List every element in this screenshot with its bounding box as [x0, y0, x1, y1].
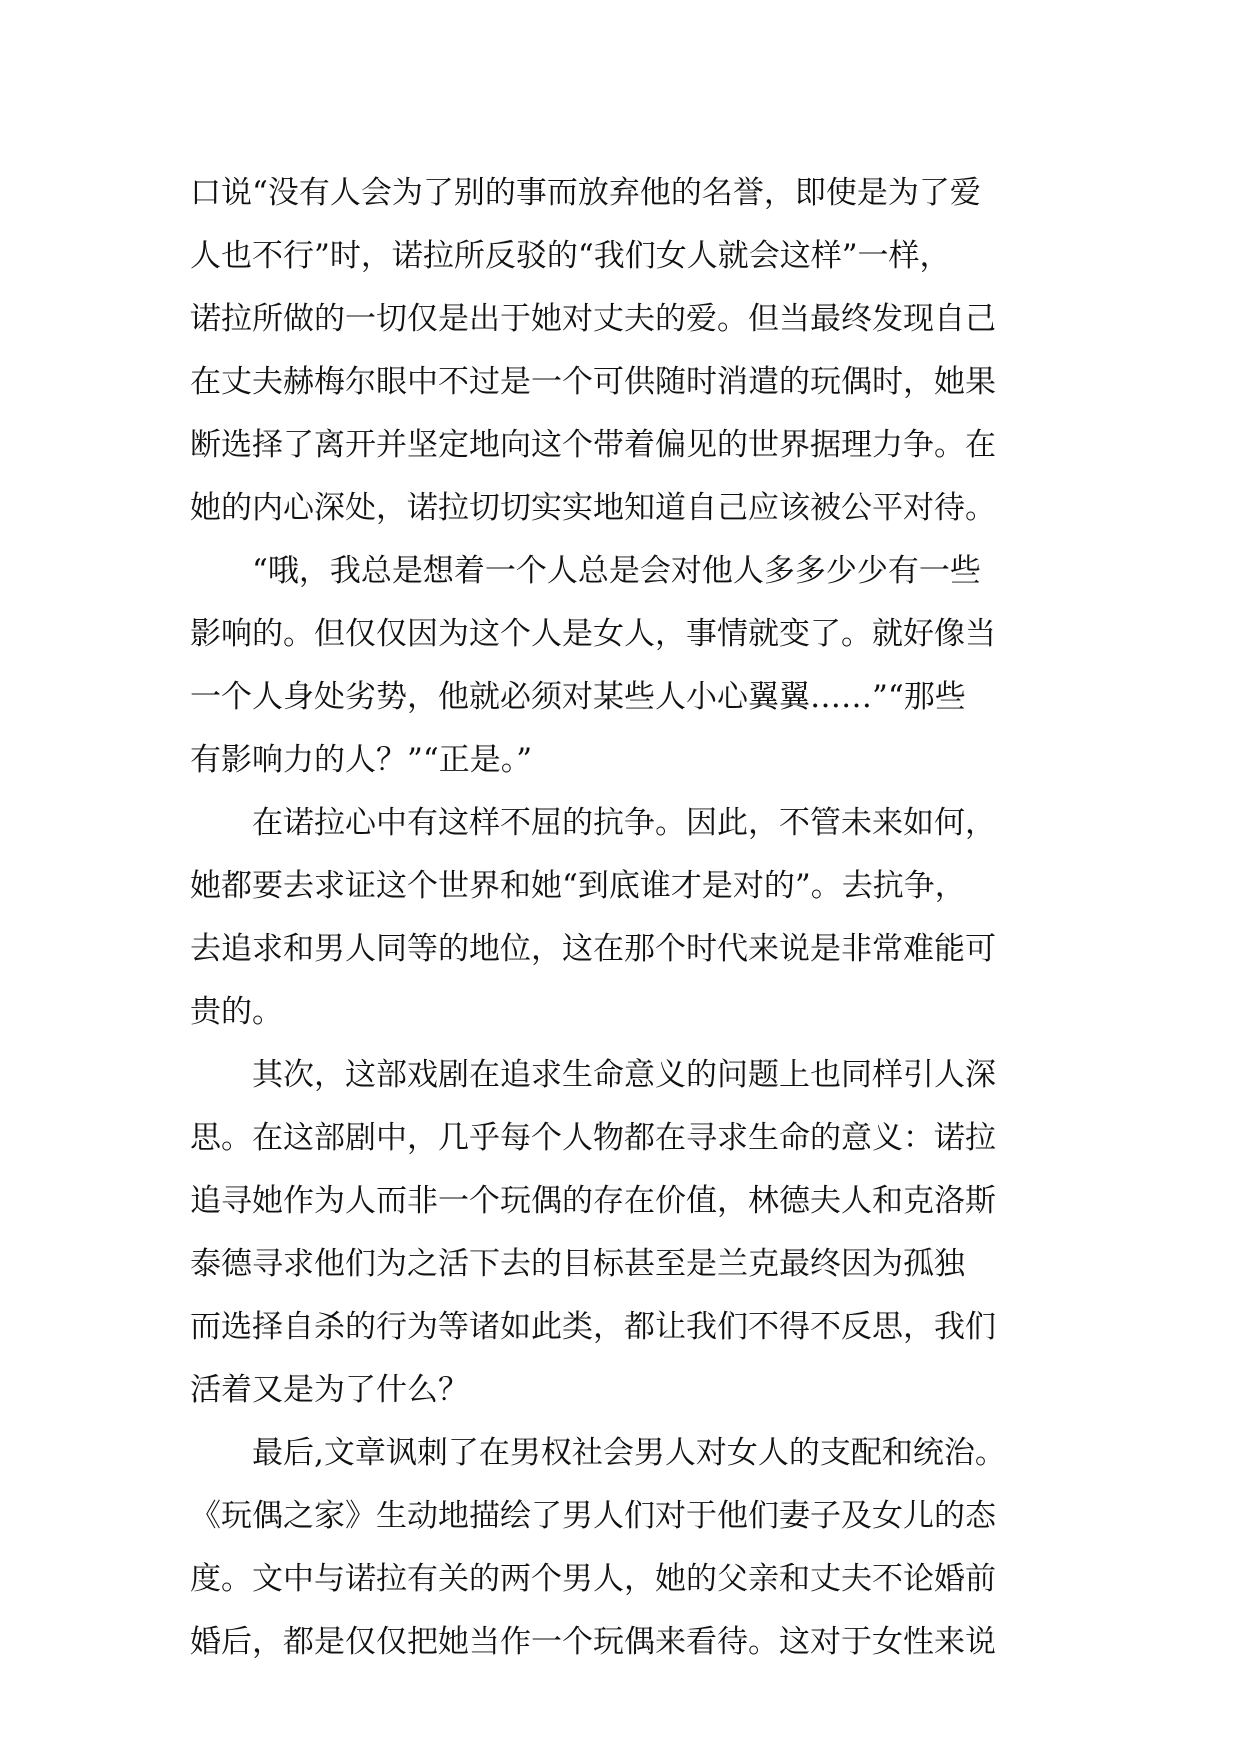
- text-line: 贵的。: [190, 994, 283, 1030]
- text-line: 口说“没有人会为了别的事而放弃他的名誉，即使是为了爱: [190, 175, 981, 211]
- text-line: 一个人身处劣势，他就必须对某些人小心翼翼……”“那些: [190, 679, 966, 715]
- text-line: 在丈夫赫梅尔眼中不过是一个可供随时消遣的玩偶时，她果: [190, 364, 996, 400]
- text-line: 泰德寻求他们为之活下去的目标甚至是兰克最终因为孤独: [190, 1246, 965, 1282]
- text-line: 去追求和男人同等的地位，这在那个时代来说是非常难能可: [190, 931, 996, 967]
- text-line: 婚后，都是仅仅把她当作一个玩偶来看待。这对于女性来说: [190, 1624, 996, 1660]
- text-line: 诺拉所做的一切仅是出于她对丈夫的爱。但当最终发现自己: [190, 301, 996, 337]
- text-line: 其次，这部戏剧在追求生命意义的问题上也同样引人深: [252, 1057, 996, 1093]
- text-line: 影响的。但仅仅因为这个人是女人，事情就变了。就好像当: [190, 616, 996, 652]
- text-line: 她都要去求证这个世界和她“到底谁才是对的”。去抗争，: [190, 868, 966, 904]
- text-line: 而选择自杀的行为等诸如此类，都让我们不得不反思，我们: [190, 1309, 996, 1345]
- text-line: 《玩偶之家》生动地描绘了男人们对于他们妻子及女儿的态: [190, 1498, 996, 1534]
- text-line: 断选择了离开并坚定地向这个带着偏见的世界据理力争。在: [190, 427, 996, 463]
- text-line: 她的内心深处，诺拉切切实实地知道自己应该被公平对待。: [190, 490, 996, 526]
- text-line: 思。在这部剧中，几乎每个人物都在寻求生命的意义：诺拉: [190, 1120, 996, 1156]
- text-line: 人也不行”时，诺拉所反驳的“我们女人就会这样”一样，: [190, 238, 951, 274]
- text-line: 追寻她作为人而非一个玩偶的存在价值，林德夫人和克洛斯: [190, 1183, 996, 1219]
- text-line: 在诺拉心中有这样不屈的抗争。因此，不管未来如何，: [252, 805, 996, 841]
- body-text: [190, 162, 1060, 1674]
- text-line: 度。文中与诺拉有关的两个男人，她的父亲和丈夫不论婚前: [190, 1561, 996, 1597]
- text-line: 有影响力的人？”“正是。”: [190, 742, 533, 778]
- text-line: 最后,文章讽刺了在男权社会男人对女人的支配和统治。: [252, 1435, 1006, 1471]
- text-line: 活着又是为了什么？: [190, 1372, 469, 1408]
- text-line: “哦，我总是想着一个人总是会对他人多多少少有一些: [252, 553, 981, 589]
